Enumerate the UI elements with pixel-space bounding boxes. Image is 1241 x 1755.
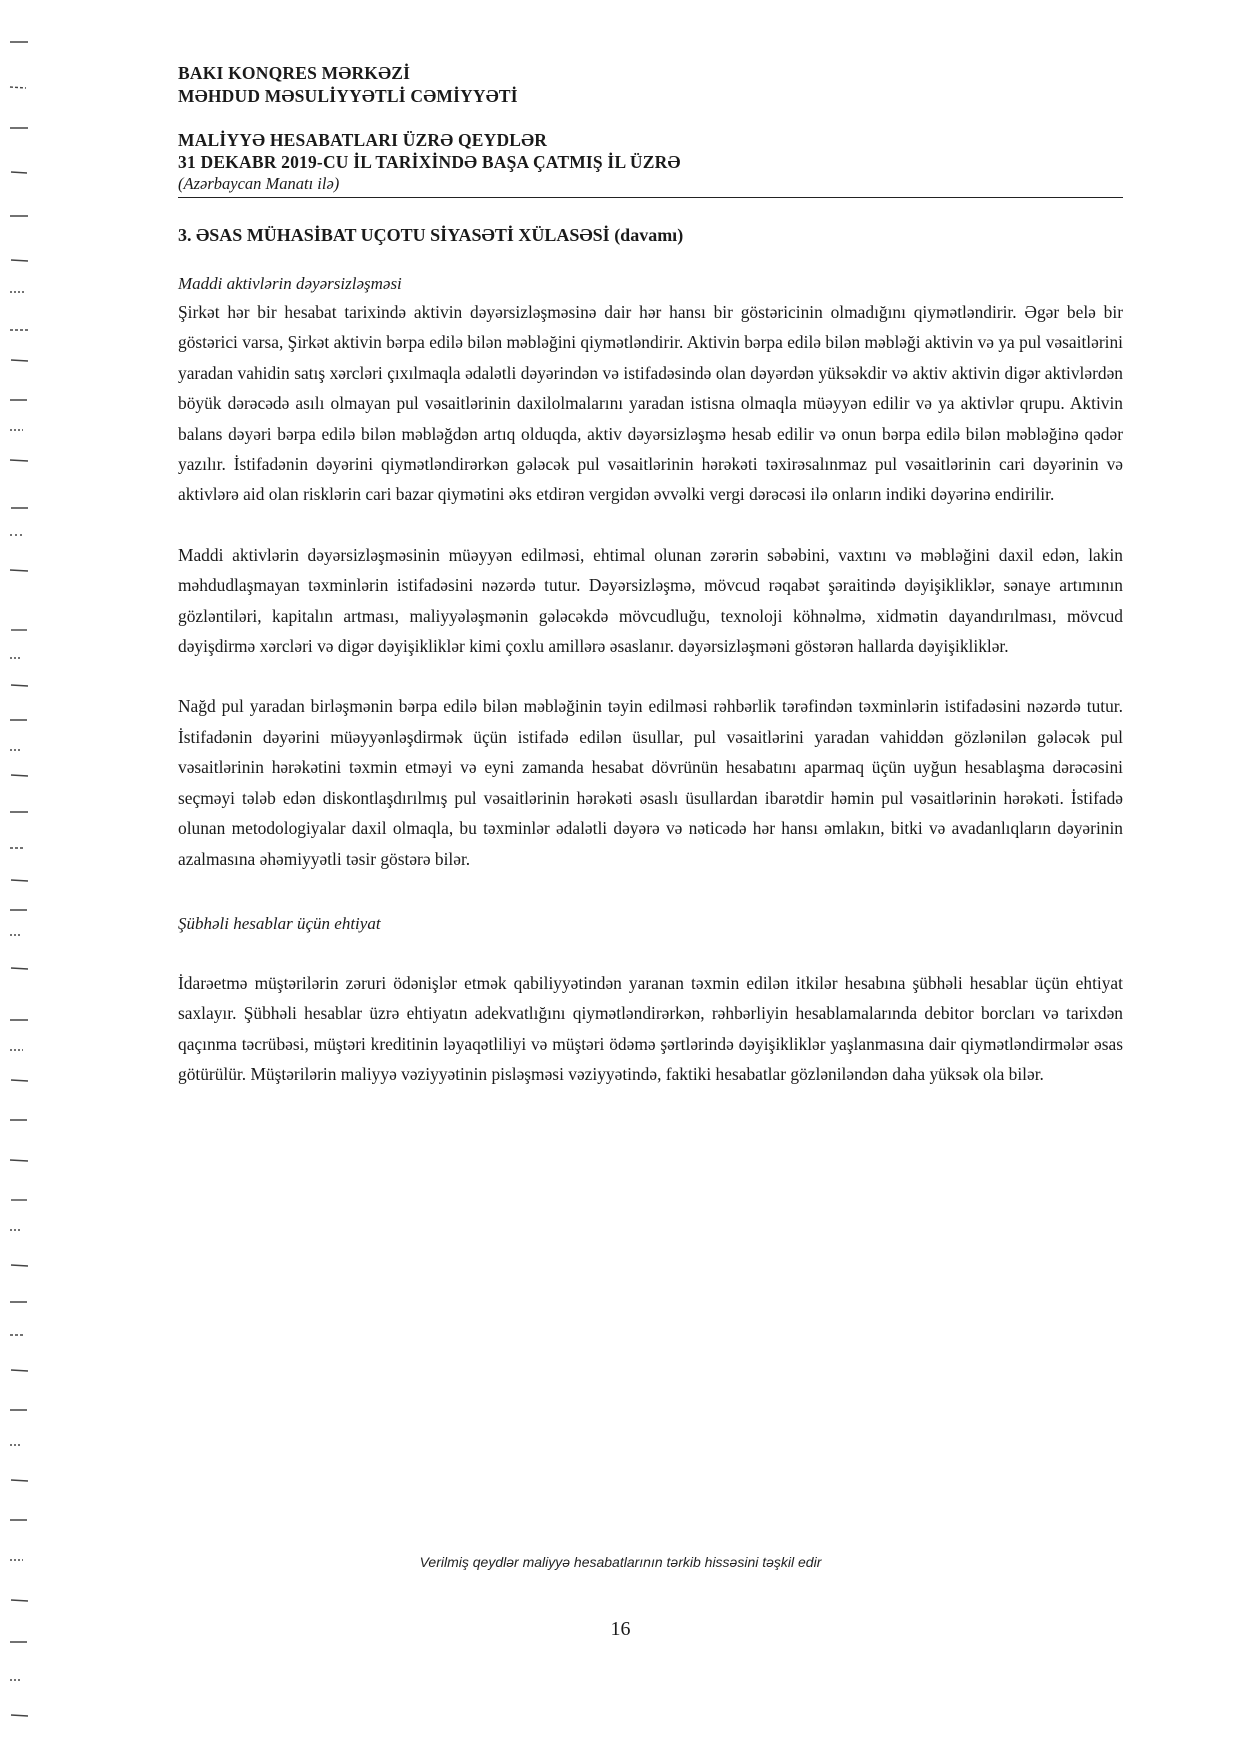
company-name-line-2: MƏHDUD MƏSULİYYƏTLİ CƏMİYYƏTİ <box>178 86 518 106</box>
report-title <box>178 129 1123 173</box>
paragraph-impairment-1: Şirkət hər bir hesabat tarixində aktivin dəyərsizləşməsinə dair hər hansı bir göstəricinin olmadığını qiymətləndirir. Əgər belə bir göstərici varsa, Şirkət aktivin bərpa edilə bilən məbləğini qiymətləndirir. Aktivin bərpa edilə bilən məbləği aktivin və ya pul vəsaitlərini yaradan vahidin satış xərcləri çıxılmaqla ədalətli dəyərindən və istifadəsində olan dəyərdən yüksəkdir və aktiv aktivin digər aktivlərdən böyük dərəcədə asılı olmayan pul vəsaitlərinin daxilolmalarını yaradan istisna olmaqla müəyyən edilir və ya aktivlər qrupu. Aktivin balans dəyəri bərpa edilə bilən məbləğdən artıq olduqda, aktiv dəyərsizləşmə hesab edilir və onun bərpa edilə bilən məbləğinə qədər yazılır. İstifadənin dəyərini qiymətləndirərkən gələcək pul vəsaitlərinin hərəkəti təxirəsalınmaz pul vəsaitlərinin cari dəyərinin və aktivlərə aid olan risklərin cari bazar qiymətini əks etdirən vergidən əvvəlki vergi dərəcəsi ilə onların indiki dəyərinə endirilir. <box>178 302 1123 505</box>
scan-margin-marks <box>8 30 30 1730</box>
section-title <box>178 223 1123 247</box>
section-title-text: 3. ƏSAS MÜHASİBAT UÇOTU SİYASƏTİ XÜLASƏSİ <box>178 225 610 245</box>
header-divider <box>178 197 1123 198</box>
subsection-heading-doubtful-accounts: Şübhəli hesablar üçün ehtiyat <box>178 913 381 933</box>
page-number: 16 <box>610 1618 631 1640</box>
document-page <box>178 62 1123 1090</box>
currency-note: (Azərbaycan Manatı ilə) <box>178 174 340 193</box>
paragraph-impairment-3: Nağd pul yaradan birləşmənin bərpa edilə bilən məbləğinin təyin edilməsi rəhbərlik tərəfindən təxminlərin istifadəsini nəzərdə tutur. İstifadənin dəyərini müəyyənləşdirmək üçün istifadə edilən üsullar, pul vəsaitlərini yaradan vahiddən gözlənilən gələcək pul vəsaitlərinin hərəkətini təxmin etməyi və eyni zamanda hesabat dövrünün hesabatını aparmaq üçün uyğun hesablaşma dərəcəsini seçməyi tələb edən diskontlaşdırılmış pul vəsaitlərinin hərəkəti əsaslı üsullardan ibarətdir həmin pul vəsaitlərinin hərəkəti. İstifadə olunan metodologiyalar daxil olmaqla, bu təxminlər ədalətli dəyərə və nəticədə hər hansı əmlakın, bitki və avadanlıqların dəyərinin azalmasına əhəmiyyətli təsir göstərə bilər. <box>178 696 1123 869</box>
paragraph-impairment-2: Maddi aktivlərin dəyərsizləşməsinin müəyyən edilməsi, ehtimal olunan zərərin səbəbini, vaxtını və məbləğini daxil edən, lakin məhdudlaşmayan təxminlərin istifadəsini nəzərdə tutur. Dəyərsizləşmə, mövcud rəqabət şəraitində dəyişikliklər, sənaye artımının gözləntiləri, kapitalın artması, maliyyələşmənin gələcəkdə mövcudluğu, texnoloji köhnəlmə, xidmətin dayandırılması, mövcud dəyişdirmə xərcləri və digər dəyişikliklər kimi çoxlu amillərə əsaslanır. dəyərsizləşməni göstərən hallarda dəyişikliklər. <box>178 544 1123 657</box>
report-title-line-2: 31 DEKABR 2019-CU İL TARİXİNDƏ BAŞA ÇATMIŞ İL ÜZRƏ <box>178 152 681 172</box>
report-title-line-1: MALİYYƏ HESABATLARI ÜZRƏ QEYDLƏR <box>178 130 548 150</box>
subsection-heading-impairment: Maddi aktivlərin dəyərsizləşməsi <box>178 274 402 293</box>
section-title-suffix: (davamı) <box>614 225 684 245</box>
paragraph-doubtful-accounts-1: İdarəetmə müştərilərin zəruri ödənişlər etmək qabiliyyətindən yaranan təxmin edilən itkilər hesabına şübhəli hesablar üçün ehtiyat saxlayır. Şübhəli hesablar üzrə ehtiyatın adekvatlığını qiymətləndirərkən, rəhbərliyin hesablamalarında debitor borcları və tarixdən qaçınma təcrübəsi, müştəri kreditinin ləyaqətliliyi və müştəri ödəmə şərtlərində dəyişikliklər yaşlanmasına dair qiymətləndirmələr əsas götürülür. Müştərilərin maliyyə vəziyyətinin pisləşməsi vəziyyətində, faktiki hesabatlar gözləniləndən daha yüksək ola bilər. <box>178 972 1123 1085</box>
company-name-line-1: BAKI KONQRES MƏRKƏZİ <box>178 63 411 83</box>
company-name <box>178 62 1123 108</box>
footer-note: Verilmiş qeydlər maliyyə hesabatlarının tərkib hissəsini təşkil edir <box>419 1554 822 1570</box>
